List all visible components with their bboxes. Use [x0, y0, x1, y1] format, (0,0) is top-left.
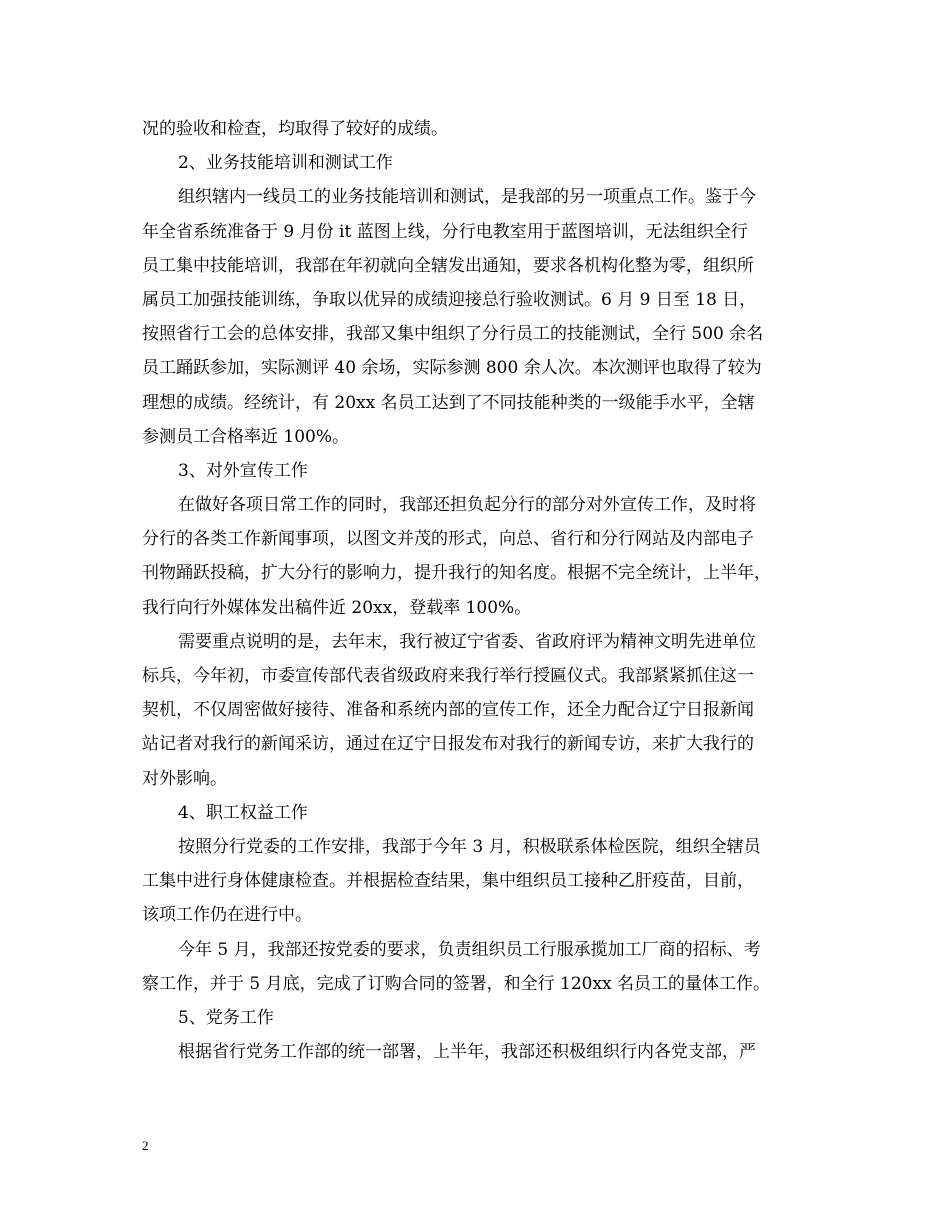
text-line: 标兵，今年初，市委宣传部代表省级政府来我行举行授匾仪式。我部紧紧抓住这一	[142, 666, 754, 686]
text-line: 我行向行外媒体发出稿件近 20xx，登载率 100%。	[142, 597, 532, 618]
text-line: 该项工作仍在进行中。	[142, 905, 312, 926]
text-line: 组织辖内一线员工的业务技能培训和测试，是我部的另一项重点工作。鉴于今	[178, 187, 756, 208]
page-number: 2	[142, 1138, 149, 1153]
section-heading: 2、业务技能培训和测试工作	[178, 153, 393, 174]
text-line: 参测员工合格率近 100%。	[142, 426, 350, 447]
text-line: 分行的各类工作新闻事项，以图文并茂的形式，向总、省行和分行网站及内部电子	[142, 529, 754, 550]
text-line: 站记者对我行的新闻采访，通过在辽宁日报发布对我行的新闻专访，来扩大我行的	[142, 734, 754, 755]
text-line: 对外影响。	[142, 768, 227, 789]
text-line: 属员工加强技能训练，争取以优异的成绩迎接总行验收测试。6 月 9 日至 18 日，	[142, 289, 757, 310]
text-line: 今年 5 月，我部还按党委的要求，负责组织员工行服承揽加工厂商的招标、考	[178, 939, 761, 960]
text-line: 员工踊跃参加，实际测评 40 余场，实际参测 800 余人次。本次测评也取得了较为	[142, 358, 762, 379]
body-text	[142, 112, 826, 1069]
text-line: 理想的成绩。经统计，有 20xx 名员工达到了不同技能种类的一级能手水平，全辖	[142, 392, 755, 413]
text-line: 年全省系统准备于 9 月份 it 蓝图上线，分行电教室用于蓝图培训，无法组织全行	[142, 221, 748, 242]
text-line: 按照省行工会的总体安排，我部又集中组织了分行员工的技能测试，全行 500 余名	[142, 324, 764, 345]
text-line: 察工作，并于 5 月底，完成了订购合同的签署，和全行 120xx 名员工的量体工作。	[142, 973, 771, 994]
text-line: 根据省行党务工作部的统一部署，上半年，我部还积极组织行内各党支部，严	[178, 1042, 756, 1063]
section-heading: 5、党务工作	[178, 1007, 274, 1028]
section-heading: 4、职工权益工作	[178, 802, 308, 823]
section-heading: 3、对外宣传工作	[178, 460, 308, 481]
text-line: 按照分行党委的工作安排，我部于今年 3 月，积极联系体检医院，组织全辖员	[178, 836, 761, 857]
text-line: 员工集中技能培训，我部在年初就向全辖发出通知，要求各机构化整为零，组织所	[142, 255, 754, 276]
text-line: 在做好各项日常工作的同时，我部还担负起分行的部分对外宣传工作，及时将	[178, 495, 756, 516]
text-line: 况的验收和检查，均取得了较好的成绩。	[142, 119, 448, 139]
text-line: 契机，不仅周密做好接待、准备和系统内部的宣传工作，还全力配合辽宁日报新闻	[142, 700, 754, 721]
text-line: 工集中进行身体健康检查。并根据检查结果，集中组织员工接种乙肝疫苗，目前，	[142, 871, 754, 892]
text-line: 刊物踊跃投稿，扩大分行的影响力，提升我行的知名度。根据不完全统计，上半年，	[142, 563, 771, 584]
text-line: 需要重点说明的是，去年末，我行被辽宁省委、省政府评为精神文明先进单位	[178, 631, 756, 652]
